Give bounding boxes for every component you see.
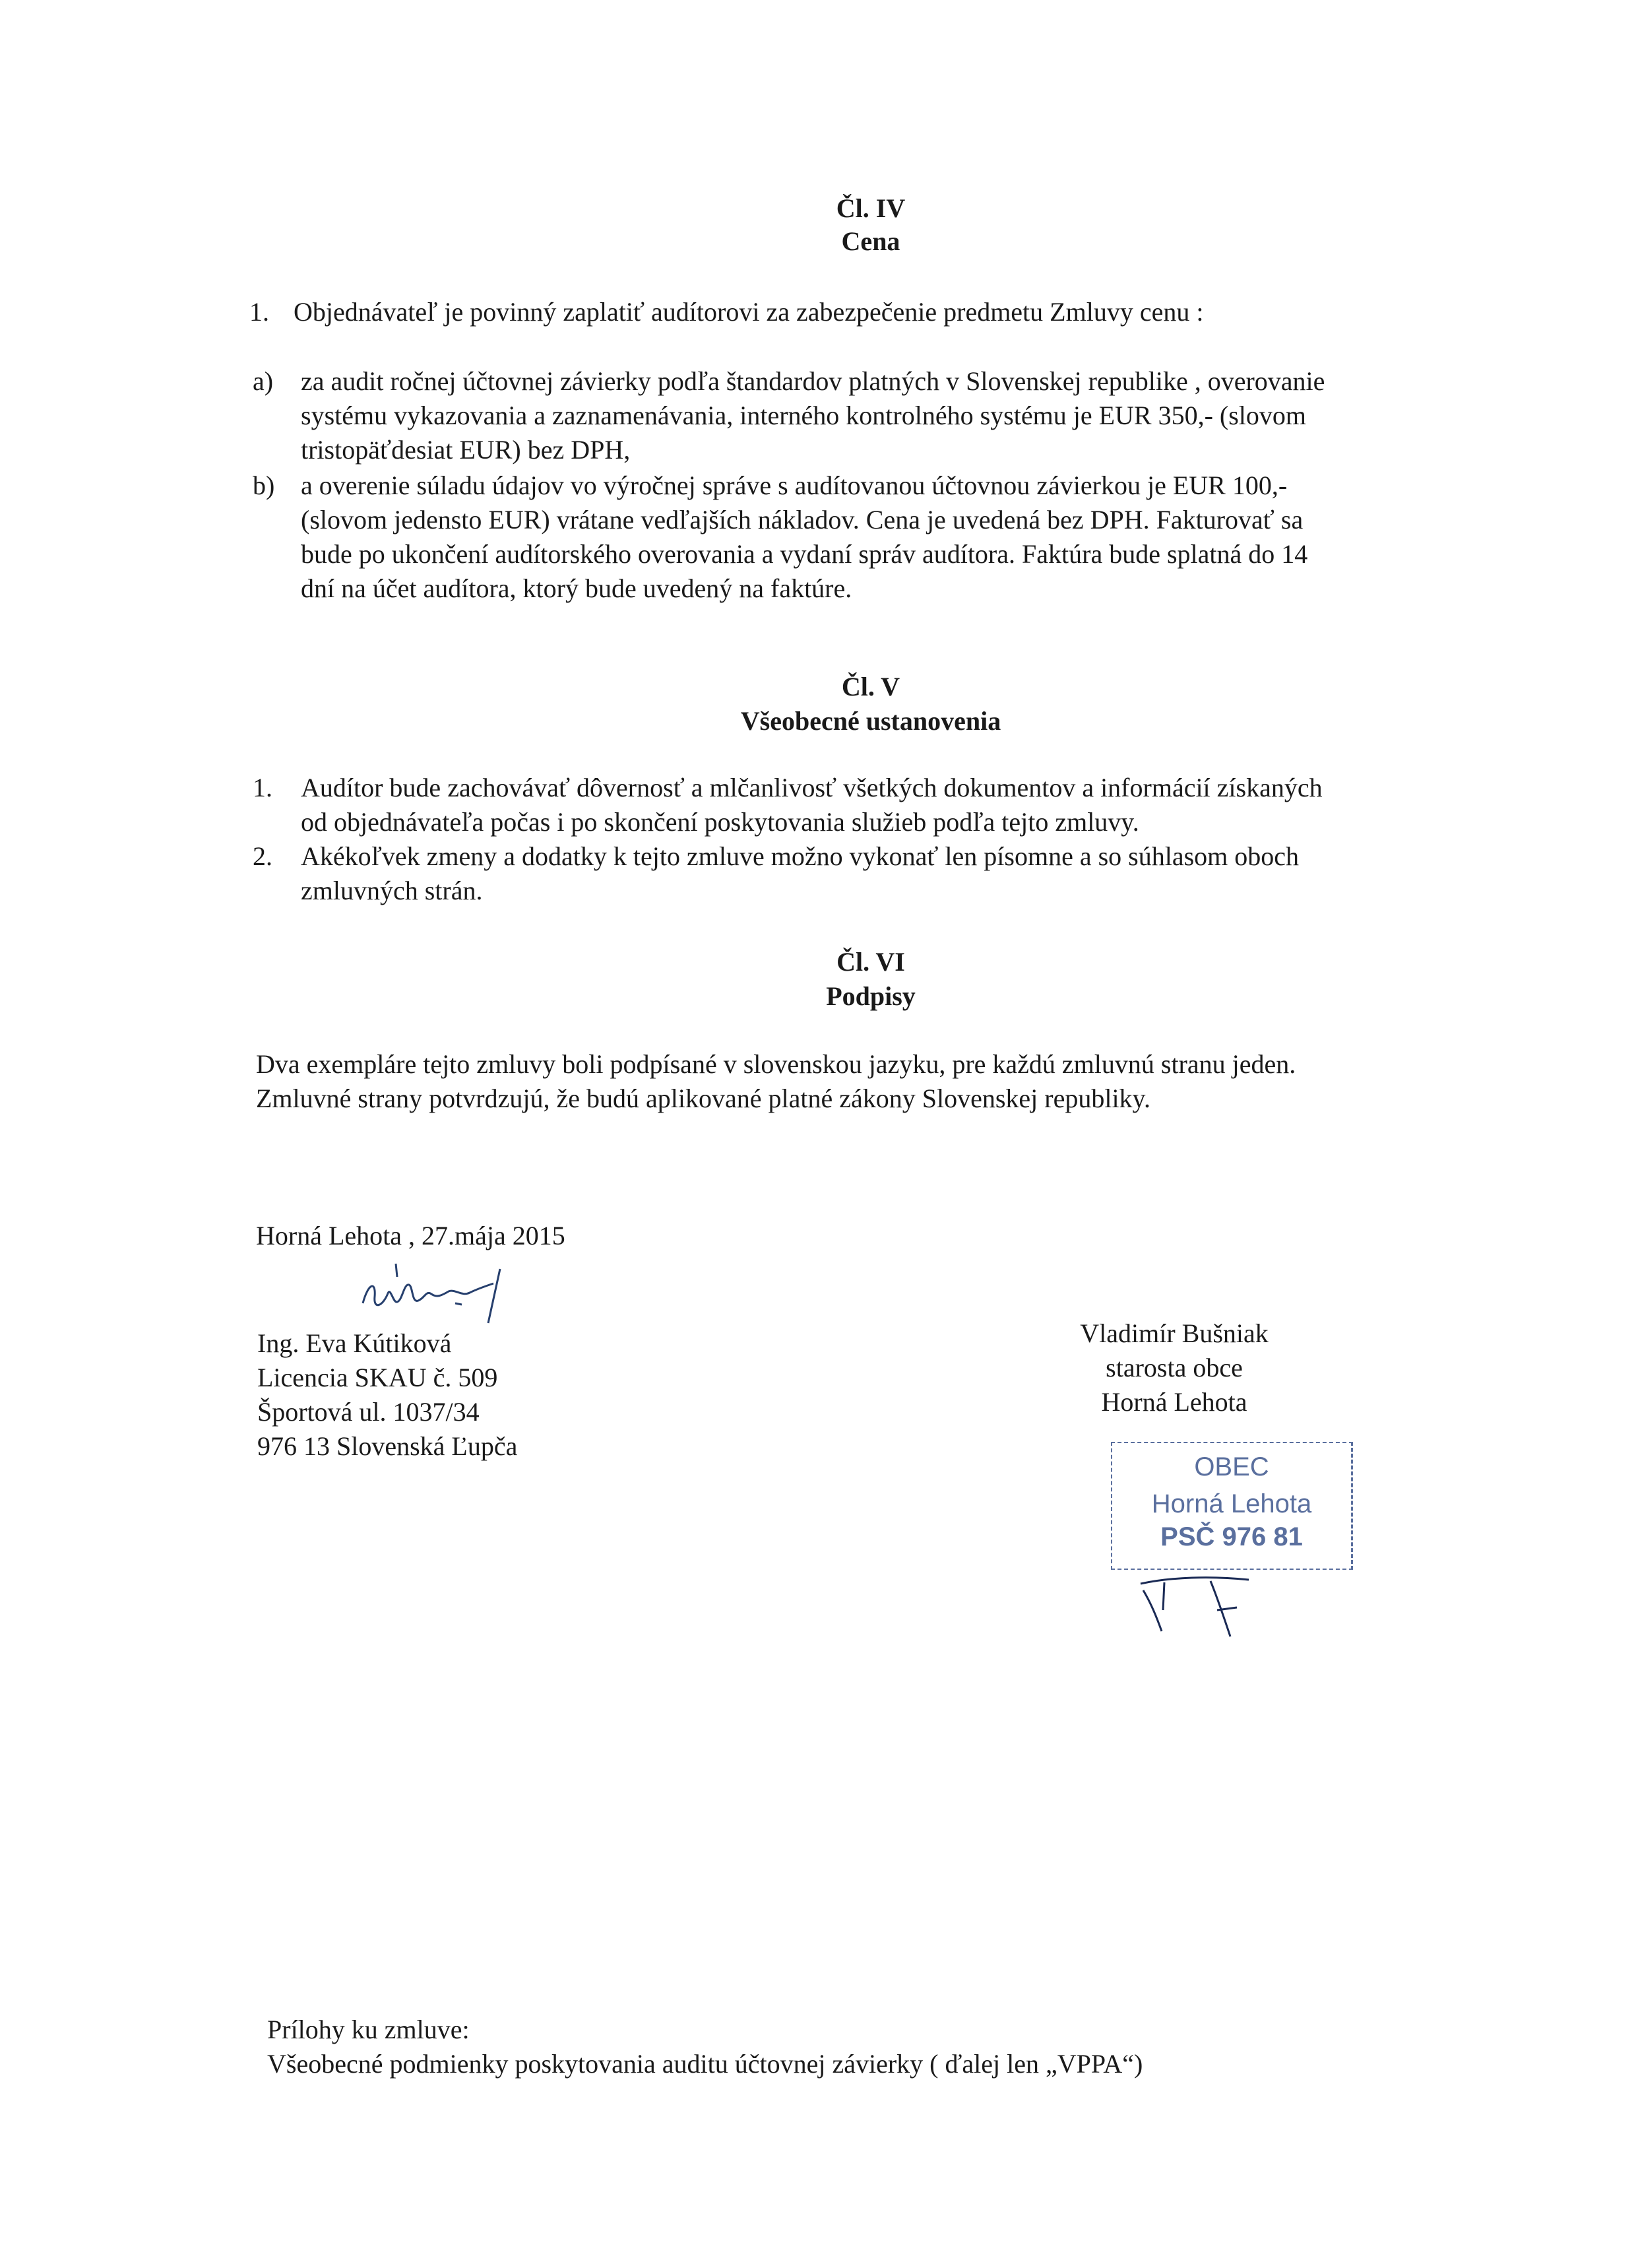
mayor-block [1055, 1316, 1293, 1419]
article-6-line: Dva exempláre tejto zmluvy boli podpísané v slovenskou jazyku, pre každú zmluvnú stranu jeden. [256, 1049, 1296, 1079]
attachments-block [267, 2013, 1143, 2081]
article-5-item-1-text [301, 771, 1323, 839]
article-5-item-1-line: Audítor bude zachovávať dôvernosť a mlčanlivosť všetkých dokumentov a informácií získaných [301, 773, 1323, 802]
item-b-line: dní na účet audítora, ktorý bude uvedený na faktúre. [301, 573, 852, 603]
article-4-item-a-label: a) [253, 366, 274, 396]
stamp-line-3: PSČ 976 81 [1160, 1522, 1303, 1551]
article-5-item-1-number: 1. [253, 773, 272, 802]
auditor-signature [356, 1257, 515, 1326]
article-5-item-1-line: od objednávateľa počas i po skončení poskytovania služieb podľa tejto zmluvy. [301, 807, 1139, 837]
attachments-heading: Prílohy ku zmluve: [267, 2015, 470, 2044]
stamp-line-2: Horná Lehota [1151, 1489, 1312, 1518]
item-b-line: a overenie súladu údajov vo výročnej správe s audítovanou účtovnou závierkou je EUR 100,- [301, 470, 1288, 500]
article-4-item-1-text: Objednávateľ je povinný zaplatiť audítorovi za zabezpečenie predmetu Zmluvy cenu : [294, 297, 1204, 327]
auditor-name: Ing. Eva Kútiková [257, 1328, 452, 1358]
mayor-name: Vladimír Bušniak [1080, 1318, 1269, 1348]
article-4-title: Cena [841, 226, 900, 256]
auditor-street: Športová ul. 1037/34 [257, 1397, 480, 1427]
item-a-line: za audit ročnej účtovnej závierky podľa štandardov platných v Slovenskej republike , overovanie [301, 366, 1325, 396]
municipality-stamp [1111, 1442, 1353, 1570]
mayor-role: starosta obce [1106, 1353, 1243, 1382]
item-a-line: systému vykazovania a zaznamenávania, interného kontrolného systému je EUR 350,- (slovom [301, 401, 1307, 430]
article-6-text [256, 1047, 1296, 1116]
auditor-city: 976 13 Slovenská Ľupča [257, 1431, 518, 1461]
item-a-line: tristopäťdesiat EUR) bez DPH, [301, 435, 631, 465]
stamp-line-1: OBEC [1194, 1452, 1269, 1481]
article-4-item-b-text [301, 469, 1307, 606]
article-5-number: Čl. V [841, 672, 900, 701]
mayor-signature [1138, 1571, 1257, 1643]
article-5-item-2-line: zmluvných strán. [301, 876, 483, 905]
article-4-item-1-number: 1. [249, 297, 269, 327]
mayor-municipality: Horná Lehota [1101, 1387, 1247, 1417]
article-4-number: Čl. IV [836, 193, 906, 223]
article-5-item-2-number: 2. [253, 841, 272, 871]
article-5-item-2-text [301, 839, 1299, 908]
article-6-title: Podpisy [826, 981, 916, 1011]
item-b-line: (slovom jedensto EUR) vrátane vedľajších nákladov. Cena je uvedená bez DPH. Fakturovať sa [301, 505, 1304, 535]
article-5-item-2-line: Akékoľvek zmeny a dodatky k tejto zmluve možno vykonať len písomne a so súhlasom oboch [301, 841, 1300, 871]
place-and-date: Horná Lehota , 27.mája 2015 [256, 1221, 565, 1250]
article-5-title: Všeobecné ustanovenia [740, 706, 1001, 736]
auditor-block [257, 1326, 517, 1464]
article-4-item-a-text [301, 364, 1325, 467]
attachments-item: Všeobecné podmienky poskytovania auditu účtovnej závierky ( ďalej len „VPPA“) [267, 2049, 1143, 2079]
auditor-license: Licencia SKAU č. 509 [257, 1363, 498, 1392]
article-6-number: Čl. VI [836, 947, 905, 977]
item-b-line: bude po ukončení audítorského overovania a vydaní správ audítora. Faktúra bude splatná do 14 [301, 539, 1308, 569]
article-4-item-b-label: b) [253, 470, 275, 500]
article-6-line: Zmluvné strany potvrdzujú, že budú aplikované platné zákony Slovenskej republiky. [256, 1084, 1150, 1113]
